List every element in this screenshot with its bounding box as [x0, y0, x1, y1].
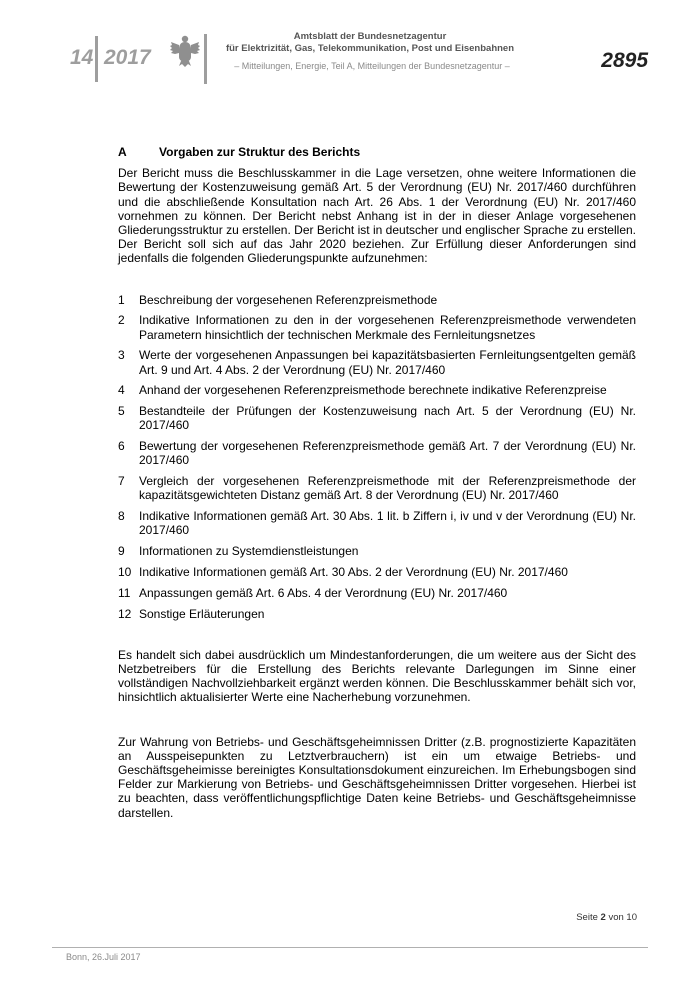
list-item-text: Werte der vorgesehenen Anpassungen bei kapazitätsbasierten Fernleitungsentgelten gemäß Art. 9 und Art. 4 Abs. 2 der Verordnung (EU) Nr. 2017/460	[139, 348, 636, 377]
list-item-number: 3	[118, 348, 125, 363]
issue-year: 2017	[104, 46, 151, 69]
list-item-number: 5	[118, 404, 125, 419]
list-item-number: 6	[118, 439, 125, 454]
list-item-number: 4	[118, 383, 125, 398]
list-item-text: Anpassungen gemäß Art. 6 Abs. 4 der Verordnung (EU) Nr. 2017/460	[139, 585, 508, 600]
header-divider-right	[204, 34, 207, 84]
list-item	[118, 383, 636, 397]
list-item	[118, 544, 636, 558]
issue-number: 14	[70, 46, 94, 69]
minimum-requirements-paragraph: Es handelt sich dabei ausdrücklich um Mindestanforderungen, die um weitere aus der Sicht des Netzbetreibers für die Erstellung des Berichts relevante Darlegungen im Sinne einer vollständigen Nachvollziehbarkeit ergänzt werden können. Die Beschlusskammer behält sich vor, hinsichtlich aktualisierter Werte eine Nacherhebung vorzunehmen.	[118, 647, 636, 705]
list-item-number: 10	[118, 565, 132, 580]
outline-list	[118, 293, 636, 621]
list-item-text: Indikative Informationen gemäß Art. 30 Abs. 2 der Verordnung (EU) Nr. 2017/460	[139, 565, 568, 580]
section-heading	[118, 145, 636, 159]
page-count-current: 2	[600, 912, 606, 923]
list-item	[118, 565, 636, 579]
list-item-text: Anhand der vorgesehenen Referenzpreismethode berechnete indikative Referenzpreise	[139, 383, 607, 398]
intro-paragraph: Der Bericht muss die Beschlusskammer in die Lage versetzen, ohne weitere Informationen die Bewertung der Kostenzuweisung gemäß Art. 5 der Verordnung (EU) Nr. 2017/460 durchführen und die abschließende Konsultation nach Art. 26 Abs. 1 der Verordnung (EU) Nr. 2017/460 vornehmen zu können. Der Bericht nebst Anhang ist in der in dieser Anlage vorgesehenen Gliederungsstruktur zu erstellen. Der Bericht ist in deutscher und englischer Sprache zu erstellen. Der Bericht soll sich auf das Jahr 2020 beziehen. Zur Erfüllung dieser Anforderungen sind jedenfalls die folgenden Gliederungspunkte aufzunehmen:	[118, 166, 636, 266]
page-number: 2895	[601, 49, 648, 72]
section-title: Vorgaben zur Struktur des Berichts	[159, 145, 361, 159]
list-item	[118, 474, 636, 502]
list-item-text: Sonstige Erläuterungen	[139, 606, 265, 621]
gazette-title-line2: für Elektrizität, Gas, Telekommunikation, Post und Eisenbahnen	[225, 43, 515, 54]
list-item	[118, 439, 636, 467]
list-item-number: 7	[118, 474, 125, 489]
list-item	[118, 404, 636, 432]
federal-eagle-icon	[170, 33, 200, 67]
footer-divider	[52, 947, 648, 948]
list-item-text: Indikative Informationen gemäß Art. 30 Abs. 1 lit. b Ziffern i, iv und v der Verordnung (EU) Nr. 2017/460	[139, 509, 636, 538]
list-item-text: Bestandteile der Prüfungen der Kostenzuweisung nach Art. 5 der Verordnung (EU) Nr. 2017/460	[139, 404, 636, 433]
list-item	[118, 509, 636, 537]
gazette-subtitle: – Mitteilungen, Energie, Teil A, Mitteilungen der Bundesnetzagentur –	[234, 61, 510, 71]
list-item-number: 2	[118, 313, 125, 328]
trade-secrets-paragraph: Zur Wahrung von Betriebs- und Geschäftsgeheimnissen Dritter (z.B. prognostizierte Kapazitäten an Ausspeisepunkten zu Letztverbrauchern) ist ein um etwaige Betriebs- und Geschäftsgeheimisse bereinigtes Konsultationsdokument einzureichen. Im Erhebungsbogen sind Felder zur Markierung von Betriebs- und Geschäftsgeheimnissen Dritter vorgesehen. Hierbei ist zu beachten, dass veröffentlichungspflichtige Daten keine Betriebs- und Geschäftsgeheimnisse darstellen.	[118, 734, 636, 820]
list-item	[118, 607, 636, 621]
page-count-total: 10	[626, 912, 637, 923]
list-item	[118, 293, 636, 307]
list-item-number: 12	[118, 606, 132, 621]
list-item-text: Vergleich der vorgesehenen Referenzpreismethode mit der Referenzpreismethode der kapazitätsgewichteten Distanz gemäß Art. 8 der Verordnung (EU) Nr. 2017/460	[139, 474, 636, 503]
list-item-text: Indikative Informationen zu den in der vorgesehenen Referenzpreismethode verwendeten Parametern hinsichtlich der technischen Merkmale des Fernleitungsnetzes	[139, 313, 636, 342]
section-letter: A	[118, 145, 127, 159]
list-item-number: 8	[118, 509, 125, 524]
list-item-number: 9	[118, 544, 125, 559]
list-item-text: Bewertung der vorgesehenen Referenzpreismethode gemäß Art. 7 der Verordnung (EU) Nr. 2017/460	[139, 439, 636, 468]
list-item-text: Beschreibung der vorgesehenen Referenzpreismethode	[139, 292, 438, 307]
list-item	[118, 586, 636, 600]
footer-place-date: Bonn, 26.Juli 2017	[66, 952, 141, 962]
list-item	[118, 313, 636, 341]
list-item-number: 1	[118, 292, 125, 307]
list-item	[118, 348, 636, 376]
gazette-title-line1: Amtsblatt der Bundesnetzagentur	[293, 31, 447, 42]
list-item-number: 11	[118, 585, 131, 600]
document-body	[118, 145, 636, 820]
page-count-of: von	[608, 912, 624, 923]
header-divider	[95, 36, 98, 82]
page-count-label: Seite	[576, 912, 598, 923]
gazette-title	[215, 31, 525, 55]
list-item-text: Informationen zu Systemdienstleistungen	[139, 544, 359, 559]
page-count	[576, 912, 637, 923]
